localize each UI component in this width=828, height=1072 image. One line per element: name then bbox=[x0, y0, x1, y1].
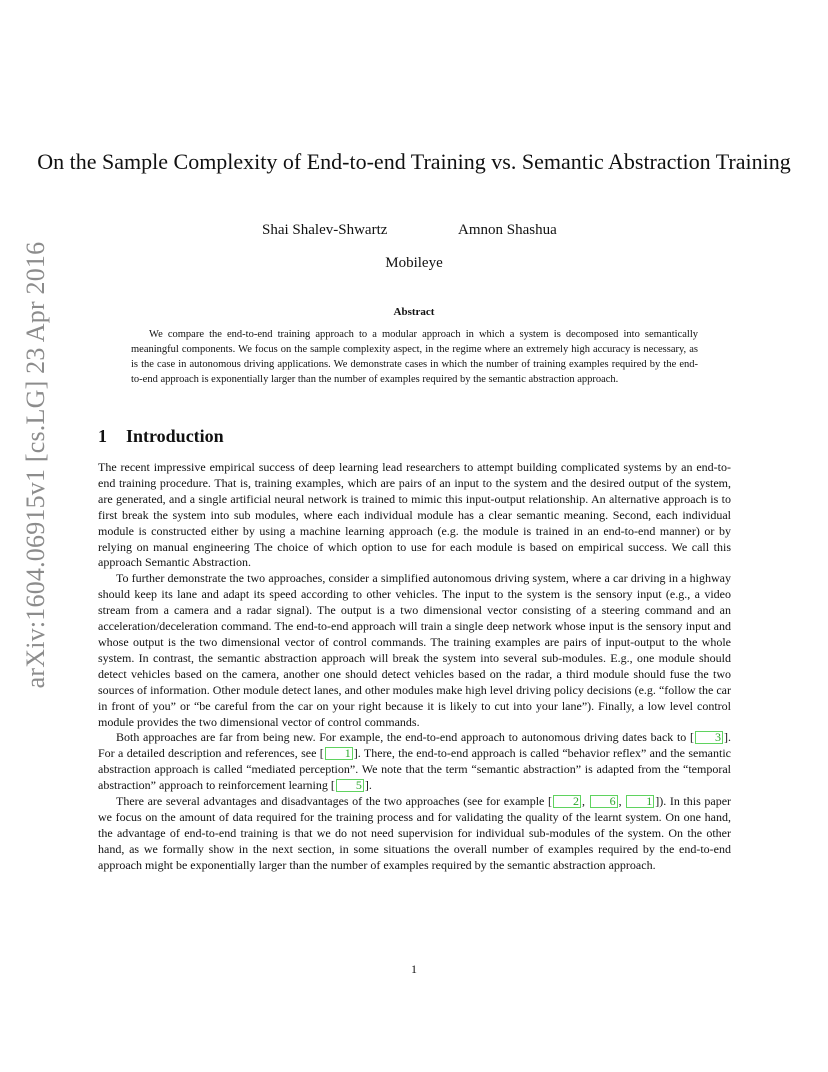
citation-link[interactable]: 1 bbox=[325, 747, 353, 760]
section-number: 1 bbox=[98, 426, 107, 446]
citation-link[interactable]: 2 bbox=[553, 795, 581, 808]
author-name: Shai Shalev-Shwartz bbox=[262, 222, 388, 238]
arxiv-stamp bbox=[6, 241, 66, 689]
section-title: Introduction bbox=[126, 426, 224, 446]
author-list bbox=[0, 222, 828, 244]
citation-link[interactable]: 5 bbox=[336, 779, 364, 792]
paragraph: The recent impressive empirical success of deep learning lead researchers to attempt building complicated systems by an end-to-end training procedure. That is, training examples, which are pairs of an input to the system and the desired output of the system, are generated, and a single artificial neural network is trained to mimic this input-output relationship. An alternative approach is to first break the system into sub modules, where each individual module has a clear semantic meaning. Second, each individual module is constructed either by using a machine learning approach (e.g. the module is trained in an end-to-end manner) or by relying on manual engineering The choice of which option to use for each module is based on empirical success. We call this approach Semantic Abstraction. bbox=[98, 460, 731, 570]
citation-link[interactable]: 6 bbox=[590, 795, 618, 808]
page-number: 1 bbox=[411, 962, 417, 976]
paragraph-text: Both approaches are far from being new. For example, the end-to-end approach to autonomous driving dates back to bbox=[116, 730, 690, 745]
paragraph-text: . bbox=[368, 778, 372, 793]
citation-link[interactable]: 1 bbox=[626, 795, 654, 808]
section-heading bbox=[98, 426, 224, 447]
paragraph-text: . For a detailed description and references, see bbox=[98, 730, 731, 761]
affiliation: Mobileye bbox=[385, 255, 443, 271]
paragraph-text: . There, the end-to-end approach is called “behavior reflex” and the semantic abstraction approach is called “mediated perception”. We note that the term “semantic abstraction” is adapted from the “temporal abstraction” approach to reinforcement learning bbox=[98, 746, 732, 793]
paper-title: On the Sample Complexity of End-to-end Training vs. Semantic Abstraction Training bbox=[37, 149, 791, 174]
paragraph-text: There are several advantages and disadvantages of the two approaches (see for example bbox=[116, 794, 548, 809]
abstract-heading: Abstract bbox=[393, 306, 435, 318]
citation-link[interactable]: 3 bbox=[695, 731, 723, 744]
author-name: Amnon Shashua bbox=[458, 222, 557, 238]
paragraph-text: ). In this paper we focus on the amount of data required for the training process and for validating the quality of the learnt system. On one hand, the advantage of end-to-end training is that we do not need supervision for individual sub-modules of the system. On the other hand, as we formally show in the next section, in some situations the overall number of examples required by the end-to-end approach might be exponentially larger than the number of examples required by the semantic abstraction approach. bbox=[98, 794, 732, 872]
paragraph: To further demonstrate the two approaches, consider a simplified autonomous driving system, where a car driving in a highway should keep its lane and adapt its speed according to other vehicles. The input to the system is the sensory input (e.g., a video stream from a camera and a radar signal). The output is a two dimensional vector consisting of a steering command and an acceleration/deceleration command. The end-to-end approach will train a single deep network whose input is the sensory input and whose output is the two dimensional vector of control commands. The training examples are pairs of input-output to the whole system. In contrast, the semantic abstraction approach will break the system into several sub-modules. E.g., one module should detect vehicles based on the camera, another one should detect vehicles based on the radar, a third module should fuse the two sources of information. Other module detect lanes, and other modules make high level driving policy decisions (e.g. “follow the car in front of you” or “be careful from the car on your right because it is likely to cut into your lane”). Finally, a low level control module provides the two dimensional vector of control commands. bbox=[98, 571, 731, 729]
abstract-text: We compare the end-to-end training approach to a modular approach in which a system is decomposed into semantically meaningful components. We focus on the sample complexity aspect, in the regime where an extremely high accuracy is necessary, as is the case in autonomous driving applications. We demonstrate cases in which the number of training examples required by the end-to-end approach is exponentially larger than the number of examples required by the semantic abstraction approach. bbox=[131, 329, 698, 385]
paragraph: Both approaches are far from being new. For example, the end-to-end approach to autonomous driving dates back to [ 3 ]. For a detailed description and references, see [ 1 ]. There, the end-to-end approach is called “behavior reflex” and the semantic abstraction approach is called “mediated perception”. We note that the term “semantic abstraction” is adapted from the “temporal abstraction” approach to reinforcement learning [ 5 ]. bbox=[98, 730, 732, 793]
paragraph: There are several advantages and disadvantages of the two approaches (see for example [ 2 , 6 , 1 ]). In this paper we focus on the amount of data required for the training process and for validating the quality of the learnt system. On one hand, the advantage of end-to-end training is that we do not need supervision for individual sub-modules of the system. On the other hand, as we formally show in the next section, in some situations the overall number of examples required by the end-to-end approach might be exponentially larger than the number of examples required by the semantic abstraction approach. bbox=[98, 794, 732, 872]
section-body bbox=[98, 460, 731, 874]
arxiv-identifier[interactable]: arXiv:1604.06915v1 [cs.LG] 23 Apr 2016 bbox=[21, 241, 50, 689]
